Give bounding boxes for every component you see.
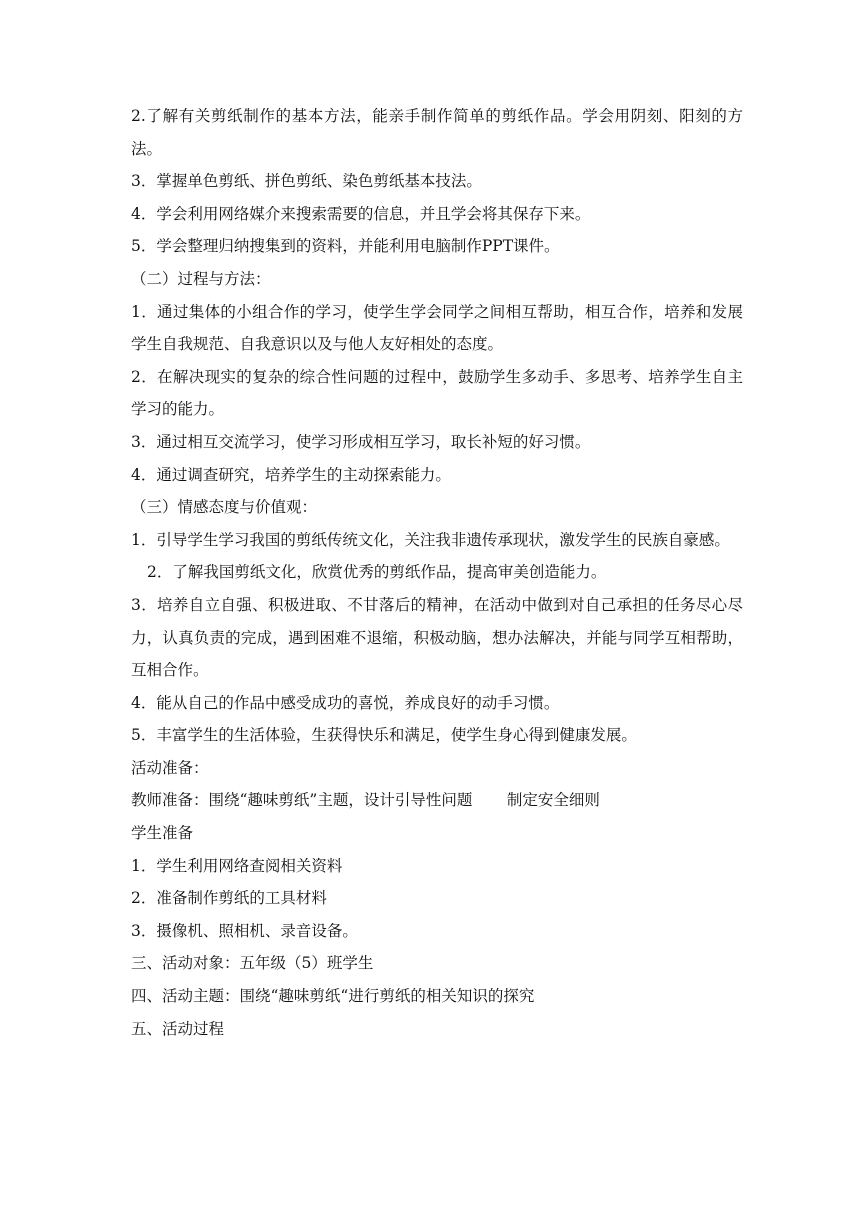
paragraph-student-prep-2: 2．准备制作剪纸的工具材料 — [131, 889, 327, 908]
section-heading-preparation: 活动准备： — [131, 758, 209, 777]
section-heading-activity-theme: 四、活动主题：围绕“趣味剪纸“进行剪纸的相关知识的探究 — [131, 987, 535, 1006]
paragraph-process-2: 2．在解决现实的复杂的综合性问题的过程中，鼓励学生多动手、多思考、培养学生自主学习的能力。 — [131, 367, 743, 419]
paragraph-attitude-4: 4．能从自己的作品中感受成功的喜悦，养成良好的动手习惯。 — [131, 693, 560, 712]
paragraph-objective-4: 4．学会利用网络媒介来搜索需要的信息，并且学会将其保存下来。 — [131, 204, 591, 223]
paragraph-attitude-3: 3．培养自立自强、积极进取、不甘落后的精神，在活动中做到对自己承担的任务尽心尽力，认真负责的完成，遇到困难不退缩，积极动脑，想办法解决，并能与同学互相帮助，互相合作。 — [131, 595, 743, 680]
section-heading-attitude: （三）情感态度与价值观： — [131, 498, 318, 517]
paragraph-process-1: 1．通过集体的小组合作的学习，使学生学会同学之间相互帮助，相互合作，培养和发展学生自我规范、自我意识以及与他人友好相处的态度。 — [131, 302, 743, 354]
section-heading-activity-target: 三、活动对象：五年级（5）班学生 — [131, 954, 374, 973]
paragraph-attitude-1: 1．引导学生学习我国的剪纸传统文化，关注我非遗传承现状，激发学生的民族自豪感。 — [131, 530, 730, 549]
section-heading-student-preparation: 学生准备 — [131, 824, 194, 843]
paragraph-student-prep-1: 1．学生利用网络查阅相关资料 — [131, 856, 343, 875]
paragraph-student-prep-3: 3．摄像机、照相机、录音设备。 — [131, 921, 358, 940]
paragraph-attitude-5: 5．丰富学生的生活体验，生获得快乐和满足，使学生身心得到健康发展。 — [131, 726, 637, 745]
paragraph-objective-2: 2.了解有关剪纸制作的基本方法，能亲手制作简单的剪纸作品。学会用阴刻、阳刻的方法。 — [131, 107, 743, 158]
document-body — [131, 100, 743, 1045]
paragraph-process-4: 4．通过调查研究，培养学生的主动探索能力。 — [131, 465, 451, 484]
paragraph-objective-5: 5．学会整理归纳搜集到的资料，并能利用电脑制作PPT课件。 — [131, 237, 560, 256]
paragraph-attitude-2: 2．了解我国剪纸文化，欣赏优秀的剪纸作品，提高审美创造能力。 — [147, 563, 607, 582]
paragraph-teacher-preparation: 教师准备：围绕“趣味剪纸”主题，设计引导性问题 制定安全细则 — [131, 791, 600, 810]
paragraph-objective-3: 3．掌握单色剪纸、拼色剪纸、染色剪纸基本技法。 — [131, 172, 482, 191]
paragraph-process-3: 3．通过相互交流学习，使学习形成相互学习，取长补短的好习惯。 — [131, 432, 591, 451]
section-heading-process: （二）过程与方法： — [131, 269, 271, 288]
section-heading-activity-process: 五、活动过程 — [131, 1019, 225, 1038]
